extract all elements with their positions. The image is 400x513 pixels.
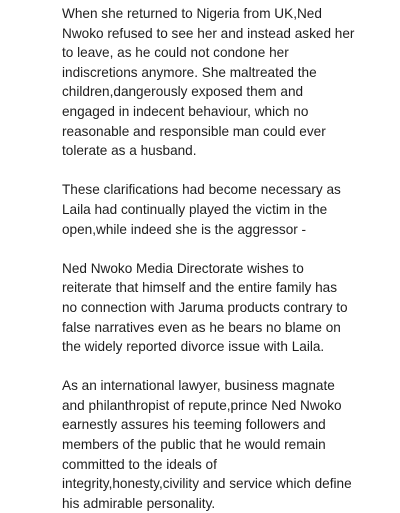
paragraph-assurance: As an international lawyer, business magnate and philanthropist of repute,prince Ned Nwoko earnestly assures his teeming followers and members of the public that he would remain committed to the ideals of integrity,honesty,civility and service which define his admirable personality.: [62, 378, 352, 511]
paragraph-media-directorate: Ned Nwoko Media Directorate wishes to reiterate that himself and the entire family has no connection with Jaruma products contrary to false narratives even as he bears no blame on the widely reported divorce issue with Laila.: [62, 260, 348, 355]
paragraph-return-from-uk: When she returned to Nigeria from UK,Ned Nwoko refused to see her and instead asked her to leave, as he could not condone her indiscretions anymore. She maltreated the children,dangerously exposed them and engaged in indecent behaviour, which no reasonable and responsible man could ever tolerate as a husband.: [62, 6, 355, 159]
statement-document: [62, 4, 394, 513]
paragraph-clarifications: These clarifications had become necessary as Laila had continually played the victim in the open,while indeed she is the aggressor -: [62, 182, 341, 237]
